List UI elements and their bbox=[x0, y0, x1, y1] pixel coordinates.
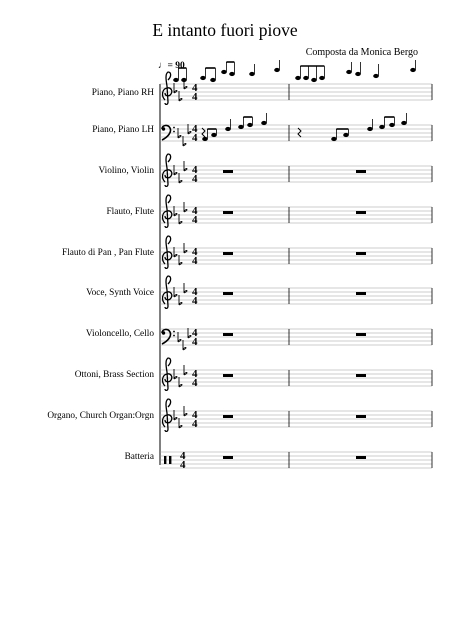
staff-synth-voice bbox=[160, 276, 432, 308]
staff-label-pan-flute: Flauto di Pan , Pan Flute bbox=[62, 248, 154, 258]
notes-measure-2 bbox=[296, 60, 416, 82]
staff-label-piano-rh: Piano, Piano RH bbox=[91, 88, 154, 98]
bass-clef-icon bbox=[162, 125, 175, 140]
staff-label-flute: Flauto, Flute bbox=[106, 207, 154, 217]
notes-measure-1 bbox=[174, 60, 280, 82]
staff-label-cello: Violoncello, Cello bbox=[85, 329, 154, 339]
staff-label-synth-voice: Voce, Synth Voice bbox=[86, 288, 154, 298]
staff-piano-lh bbox=[160, 113, 432, 146]
staff-flute bbox=[160, 195, 432, 227]
staff-drums bbox=[160, 450, 432, 471]
staff-organ bbox=[160, 399, 432, 431]
staff-label-violin: Violino, Violin bbox=[98, 166, 154, 176]
tempo-marking: ♩= 90 bbox=[158, 61, 185, 71]
composer-credit: Composta da Monica Bergo bbox=[305, 47, 418, 58]
staff-label-brass: Ottoni, Brass Section bbox=[74, 370, 154, 380]
staff-label-drums: Batteria bbox=[124, 452, 154, 462]
score-title: E intanto fuori piove bbox=[152, 20, 298, 40]
staff-piano-rh bbox=[160, 60, 432, 104]
staff-brass bbox=[160, 358, 432, 390]
score-system: 4 4 bbox=[0, 0, 450, 637]
staff-label-piano-lh: Piano, Piano LH bbox=[92, 125, 154, 135]
staff-pan-flute bbox=[160, 236, 432, 268]
staff-violin bbox=[160, 154, 432, 186]
staff-cello bbox=[160, 327, 432, 350]
staff-label-organ: Organo, Church Organ:Orgn bbox=[47, 411, 154, 421]
